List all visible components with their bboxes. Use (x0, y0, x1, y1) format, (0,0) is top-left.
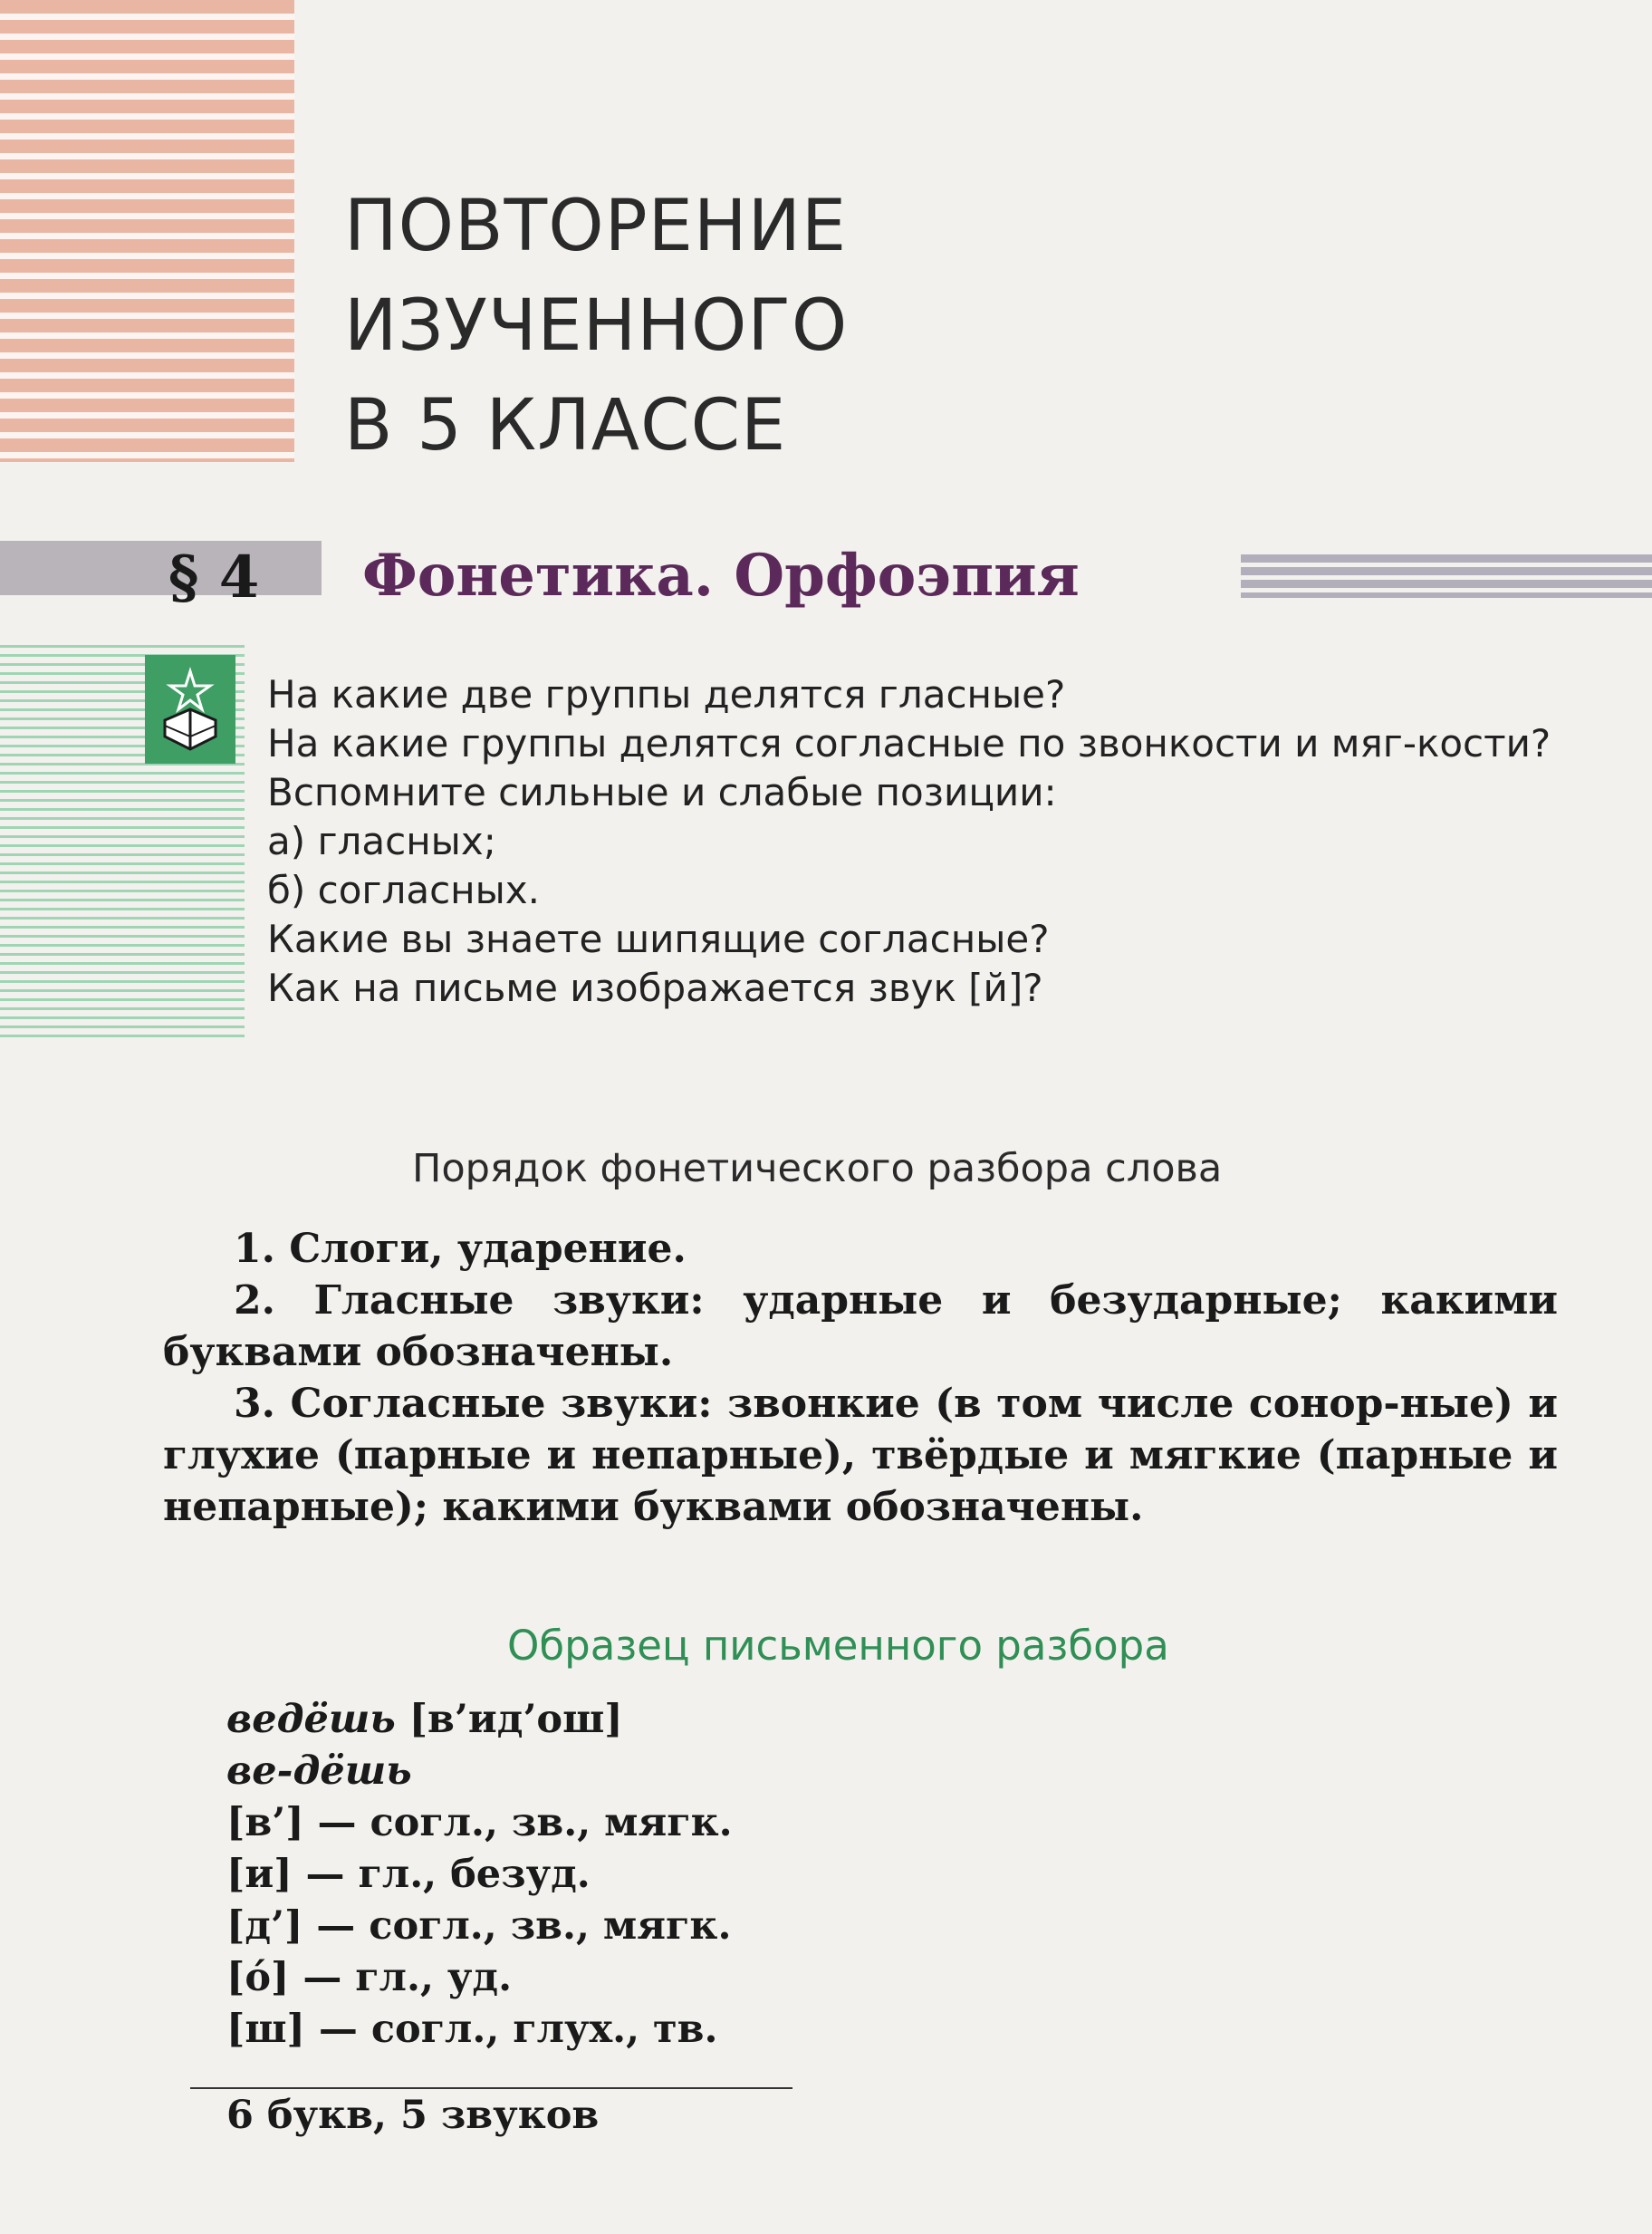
sample-transcription: [в’ид’ош] (408, 1697, 623, 1742)
sound-line: [и] — гл., безуд. (226, 1852, 591, 1897)
question-line: Как на письме изображается звук [й]? (267, 966, 1043, 1010)
question-line: б) согласных. (267, 868, 540, 912)
sample-word: ведёшь (226, 1697, 396, 1742)
question-line: а) гласных; (267, 819, 496, 863)
order-list (163, 1223, 1558, 1533)
section-title: Фонетика. Орфоэпия (362, 542, 1080, 610)
sound-line: [д’] — согл., зв., мягк. (226, 1903, 732, 1949)
order-item: 3. Согласные звуки: звонкие (в том числе сонор-ные) и глухие (парные и непарные), твёрдые и мягкие (парные и непарные); какими буквами обозначены. (163, 1381, 1558, 1530)
question-line: Вспомните сильные и слабые позиции: (267, 770, 1057, 814)
question-line: На какие группы делятся согласные по звонкости и мяг-кости? (267, 721, 1551, 766)
sample-syllables: ве-дёшь (226, 1748, 412, 1794)
chapter-title (344, 177, 848, 476)
sound-line: [в’] — согл., зв., мягк. (226, 1800, 733, 1845)
order-heading: Порядок фонетического разбора слова (412, 1146, 1223, 1191)
order-item: 2. Гласные звуки: ударные и безударные; какими буквами обозначены. (163, 1277, 1558, 1375)
section-number: § 4 (168, 544, 260, 611)
sample-analysis (226, 1694, 733, 2056)
question-line: Какие вы знаете шипящие согласные? (267, 917, 1050, 961)
sample-word-line (226, 1694, 733, 1746)
chapter-title-line: В 5 КЛАССЕ (344, 385, 787, 467)
section-band-right (1241, 554, 1652, 598)
order-item: 1. Слоги, ударение. (234, 1226, 687, 1272)
sample-heading: Образец письменного разбора (507, 1622, 1169, 1670)
star-book-icon (145, 655, 235, 764)
chapter-title-line: ПОВТОРЕНИЕ (344, 186, 848, 267)
review-questions (267, 670, 1571, 1013)
section-band-left (0, 541, 322, 595)
summary-divider (190, 2087, 792, 2089)
chapter-title-line: ИЗУЧЕННОГО (344, 285, 849, 367)
sound-line: [ш] — согл., глух., тв. (226, 2007, 718, 2052)
sample-summary: 6 букв, 5 звуков (226, 2093, 600, 2138)
decorative-stripes-top (0, 0, 294, 462)
sound-line: [ó] — гл., уд. (226, 1955, 513, 2000)
question-line: На какие две группы делятся гласные? (267, 672, 1066, 717)
